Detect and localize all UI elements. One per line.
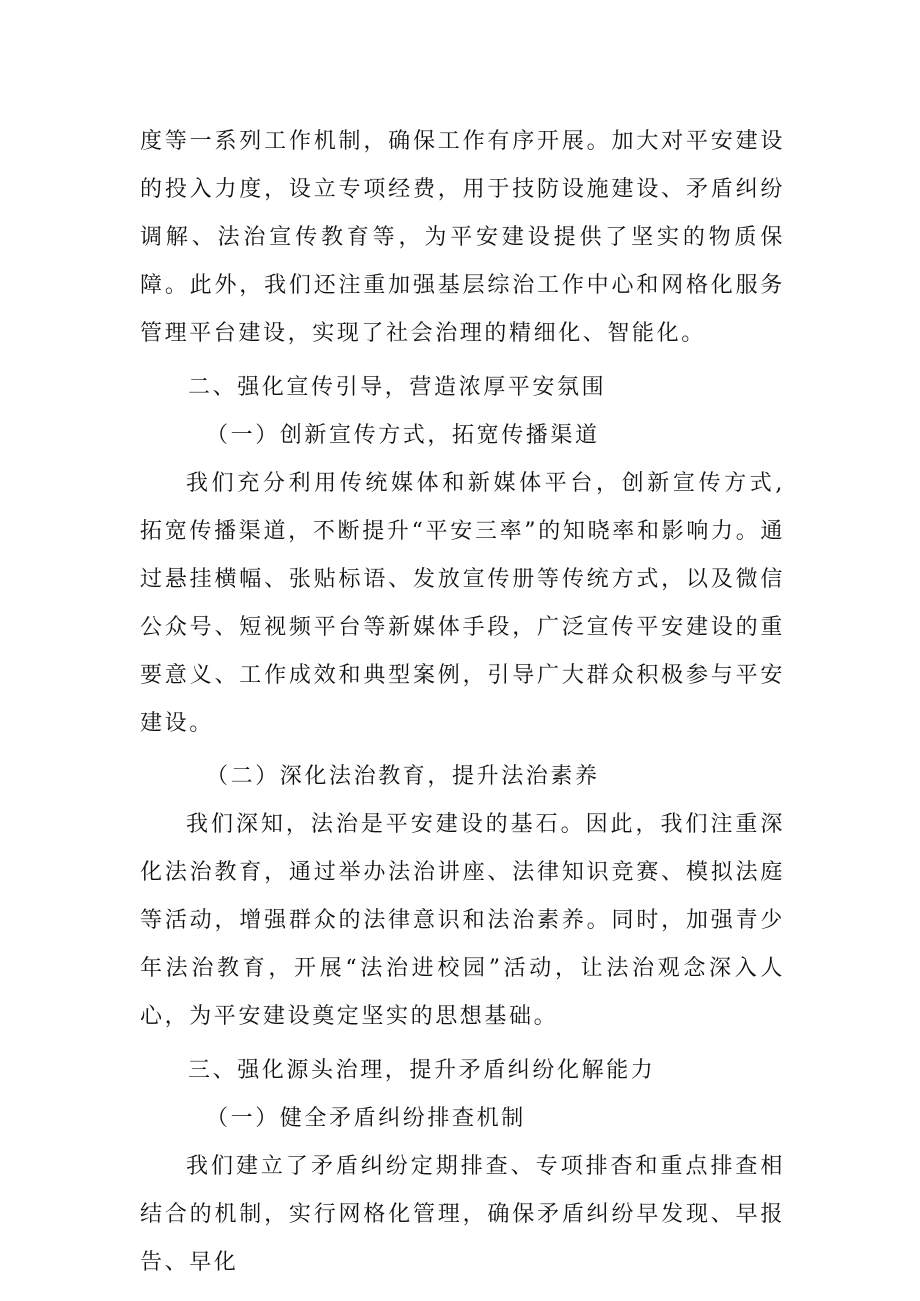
section-heading: 二、强化宣传引导，营造浓厚平安氛围 (188, 375, 607, 400)
subsection-heading: （一）创新宣传方式，拓宽传播渠道 (206, 423, 600, 448)
section-heading: 三、强化源头治理，提升矛盾纠纷化解能力 (188, 1058, 656, 1083)
body-paragraph: 我们充分利用传统媒体和新媒体平台，创新宣传方式,拓宽传播渠道，不断提升“平安三率”的知晓率和影响力。通过悬挂横幅、张贴标语、发放宣传册等传统方式，以及微信公众号、短视频平台等新媒体手段，广泛宣传平安建设的重要意义、工作成效和典型案例，引导广大群众积极参与平安建设。 (140, 471, 785, 736)
body-paragraph: 我们深知，法治是平安建设的基石。因此，我们注重深化法治教育，通过举办法治讲座、法律知识竞赛、模拟法庭等活动，增强群众的法律意识和法治素养。同时，加强青少年法治教育，开展“法治进校园”活动，让法治观念深入人心，为平安建设奠定坚实的思想基础。 (140, 812, 785, 1029)
subsection-heading: （二）深化法治教育，提升法治素养 (206, 764, 600, 789)
body-paragraph: 我们建立了矛盾纠纷定期排查、专项排杳和重点排查相结合的机制，实行网格化管理，确保矛盾纠纷早发现、早报告、早化 (140, 1154, 785, 1275)
document-body (140, 118, 785, 1287)
subsection-heading: （一）健全矛盾纠纷排查机制 (206, 1106, 526, 1131)
body-paragraph: 度等一系列工作机制，确保工作有序开展。加大对平安建设的投入力度，设立专项经费，用于技防设施建设、矛盾纠纷调解、法治宣传教育等，为平安建设提供了坚实的物质保障。此外，我们还注重加强基层综治工作中心和网格化服务管理平台建设，实现了社会治理的精细化、智能化。 (140, 129, 785, 346)
